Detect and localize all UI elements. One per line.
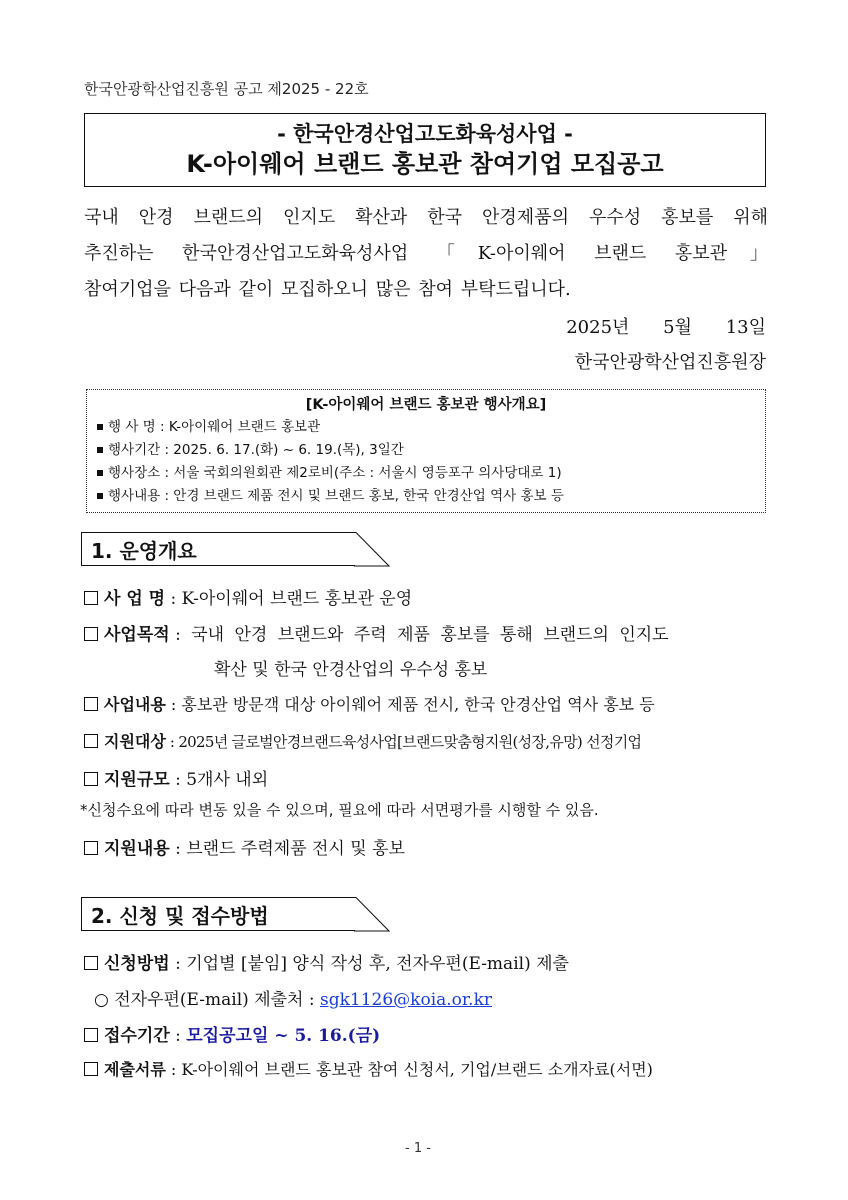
section-1-heading <box>81 532 391 568</box>
intro-line-1: 국내 안경 브랜드의 인지도 확산과 한국 안경제품의 우수성 홍보를 위해 <box>84 207 768 228</box>
intro-paragraph <box>84 200 768 308</box>
overview-title: [K-아이웨어 브랜드 홍보관 행사개요] <box>305 397 547 413</box>
intro-line-3: 참여기업을 다음과 같이 모집하오니 많은 참여 부탁드립니다. <box>84 279 571 300</box>
item-project-name: 사 업 명 : K-아이웨어 브랜드 홍보관 운영 <box>84 584 412 609</box>
issuer-name: 한국안광학산업진흥원장 <box>574 352 766 373</box>
checkbox-square-icon <box>84 697 98 711</box>
intro-line-2: 추진하는 한국안경산업고도화육성사업 「K-아이웨어 브랜드 홍보관」 <box>84 243 768 264</box>
bullet-square-icon <box>97 424 103 430</box>
heading-tab-shape <box>354 532 390 568</box>
item-support-content: 지원내용 : 브랜드 주력제품 전시 및 홍보 <box>84 834 405 859</box>
title-line-1: - 한국안경산업고도화육성사업 - <box>277 122 573 146</box>
overview-row-content: 행사내용 : 안경 브랜드 제품 전시 및 브랜드 홍보, 한국 안경산업 역사 홍보 등 <box>97 485 765 508</box>
title-line-2: K-아이웨어 브랜드 홍보관 참여기업 모집공고 <box>186 150 664 178</box>
page-number: - 1 - <box>405 1141 431 1156</box>
bullet-square-icon <box>97 447 103 453</box>
item-project-purpose-cont: 확산 및 한국 안경산업의 우수성 홍보 <box>214 660 488 680</box>
overview-row-name: 행 사 명 : K-아이웨어 브랜드 홍보관 <box>97 416 765 439</box>
apply-deadline: 모집공고일 ~ 5. 16.(금) <box>186 1026 381 1046</box>
section-2-heading <box>81 897 391 933</box>
overview-row-venue: 행사장소 : 서울 국회의원회관 제2로비(주소 : 서울시 영등포구 의사당대로 1) <box>97 462 765 485</box>
bullet-square-icon <box>97 470 103 476</box>
item-project-purpose: 사업목적 : 국내 안경 브랜드와 주력 제품 홍보를 통해 브랜드의 인지도 <box>84 620 669 645</box>
notice-number: 한국안광학산업진흥원 공고 제2025 - 22호 <box>84 80 369 98</box>
heading-tab-shape <box>354 897 390 933</box>
section-1-note: *신청수요에 따라 변동 있을 수 있으며, 필요에 따라 서면평가를 시행할 수 있음. <box>80 801 599 819</box>
email-link[interactable]: sgk1126@koia.or.kr <box>320 990 493 1010</box>
item-documents: 제출서류 : K-아이웨어 브랜드 홍보관 참여 신청서, 기업/브랜드 소개자료(서면) <box>84 1057 653 1080</box>
checkbox-square-icon <box>84 591 98 605</box>
section-1-title: 1. 운영개요 <box>91 539 197 563</box>
item-email: ○ 전자우편(E-mail) 제출처 : sgk1126@koia.or.kr <box>94 990 493 1010</box>
checkbox-square-icon <box>84 956 98 970</box>
section-2-title: 2. 신청 및 접수방법 <box>91 904 269 928</box>
item-apply-method: 신청방법 : 기업별 [붙임] 양식 작성 후, 전자우편(E-mail) 제출 <box>84 949 569 974</box>
checkbox-square-icon <box>84 1028 98 1042</box>
item-apply-period: 접수기간 : 모집공고일 ~ 5. 16.(금) <box>84 1021 380 1046</box>
item-project-content: 사업내용 : 홍보관 방문객 대상 아이웨어 제품 전시, 한국 안경산업 역사 홍보 등 <box>84 692 655 715</box>
event-overview-box <box>86 389 766 513</box>
checkbox-square-icon <box>84 841 98 855</box>
checkbox-square-icon <box>84 734 98 748</box>
bullet-square-icon <box>97 493 103 499</box>
title-box <box>84 113 766 187</box>
notice-date: 2025년 5월 13일 <box>566 317 766 338</box>
checkbox-square-icon <box>84 1062 98 1076</box>
checkbox-square-icon <box>84 627 98 641</box>
overview-row-period: 행사기간 : 2025. 6. 17.(화) ~ 6. 19.(목), 3일간 <box>97 439 765 462</box>
item-support-scale: 지원규모 : 5개사 내외 <box>84 765 268 790</box>
item-eligibility: 지원대상 : 2025년 글로벌안경브랜드육성사업[브랜드맞춤형지원(성장,유망) 선정기업 <box>84 729 641 752</box>
checkbox-square-icon <box>84 772 98 786</box>
